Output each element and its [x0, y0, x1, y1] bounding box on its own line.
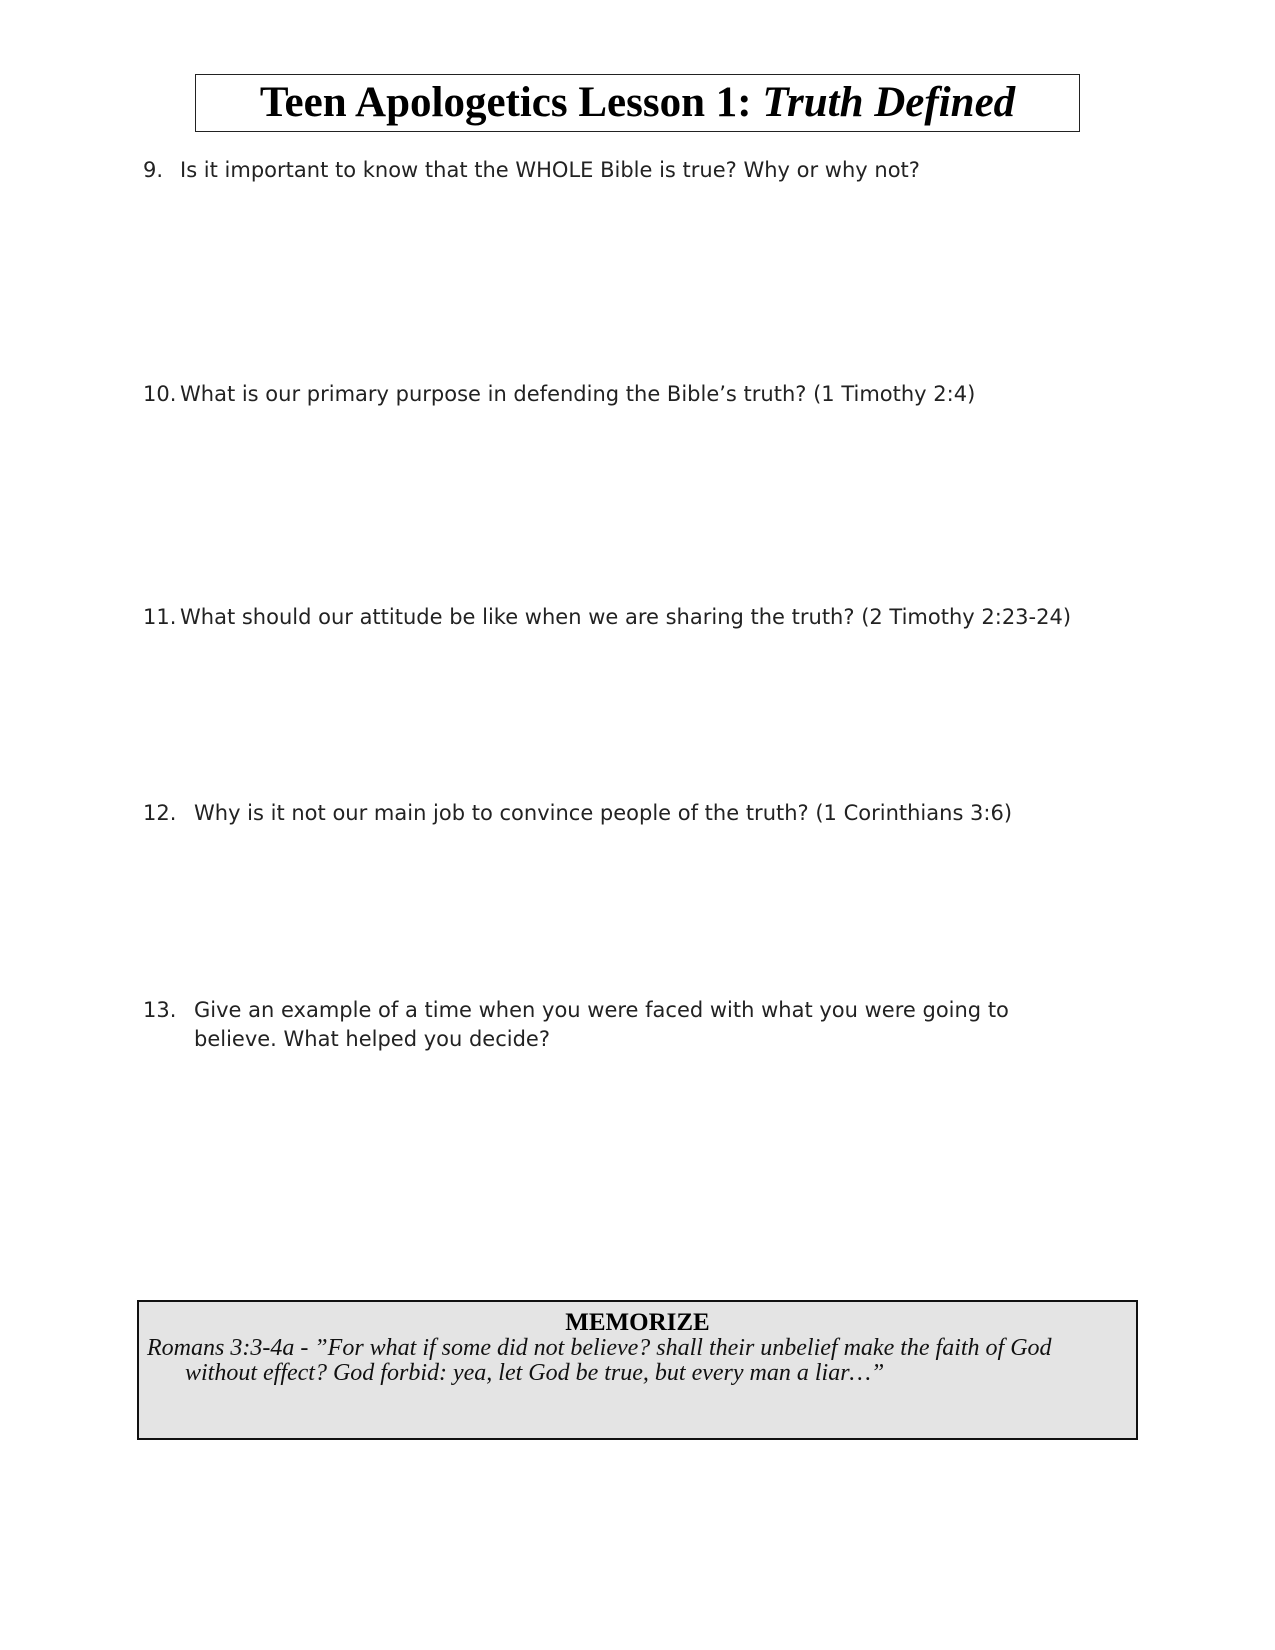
question-12 [143, 799, 1012, 828]
question-text: Give an example of a time when you were faced with what you were going to believe. What helped you decide? [194, 998, 1009, 1051]
memory-verse: Romans 3:3-4a - ”For what if some did not believe? shall their unbelief make the faith of God without effect? God forbid: yea, let God be true, but every man a liar…” [147, 1335, 1052, 1386]
question-text: Is it important to know that the WHOLE Bible is true? Why or why not? [180, 158, 920, 182]
question-number: 13. [143, 998, 177, 1022]
title-italic: Truth Defined [762, 79, 1016, 126]
question-13 [143, 996, 1094, 1054]
title-box [195, 74, 1080, 132]
question-11 [143, 603, 1071, 632]
page-title [196, 75, 1079, 131]
title-main: Teen Apologetics Lesson 1: [259, 79, 763, 126]
question-number: 10. [143, 382, 177, 406]
question-text: Why is it not our main job to convince people of the truth? (1 Corinthians 3:6) [194, 801, 1013, 825]
question-text: What should our attitude be like when we are sharing the truth? (2 Timothy 2:23-24) [180, 605, 1072, 629]
question-10 [143, 380, 975, 409]
memorize-heading: MEMORIZE [565, 1309, 710, 1336]
question-number: 11. [143, 605, 177, 629]
question-text: What is our primary purpose in defending the Bible’s truth? (1 Timothy 2:4) [180, 382, 976, 406]
question-9 [143, 156, 920, 185]
memorize-box [137, 1300, 1138, 1440]
question-number: 9. [143, 158, 164, 182]
question-number: 12. [143, 801, 177, 825]
